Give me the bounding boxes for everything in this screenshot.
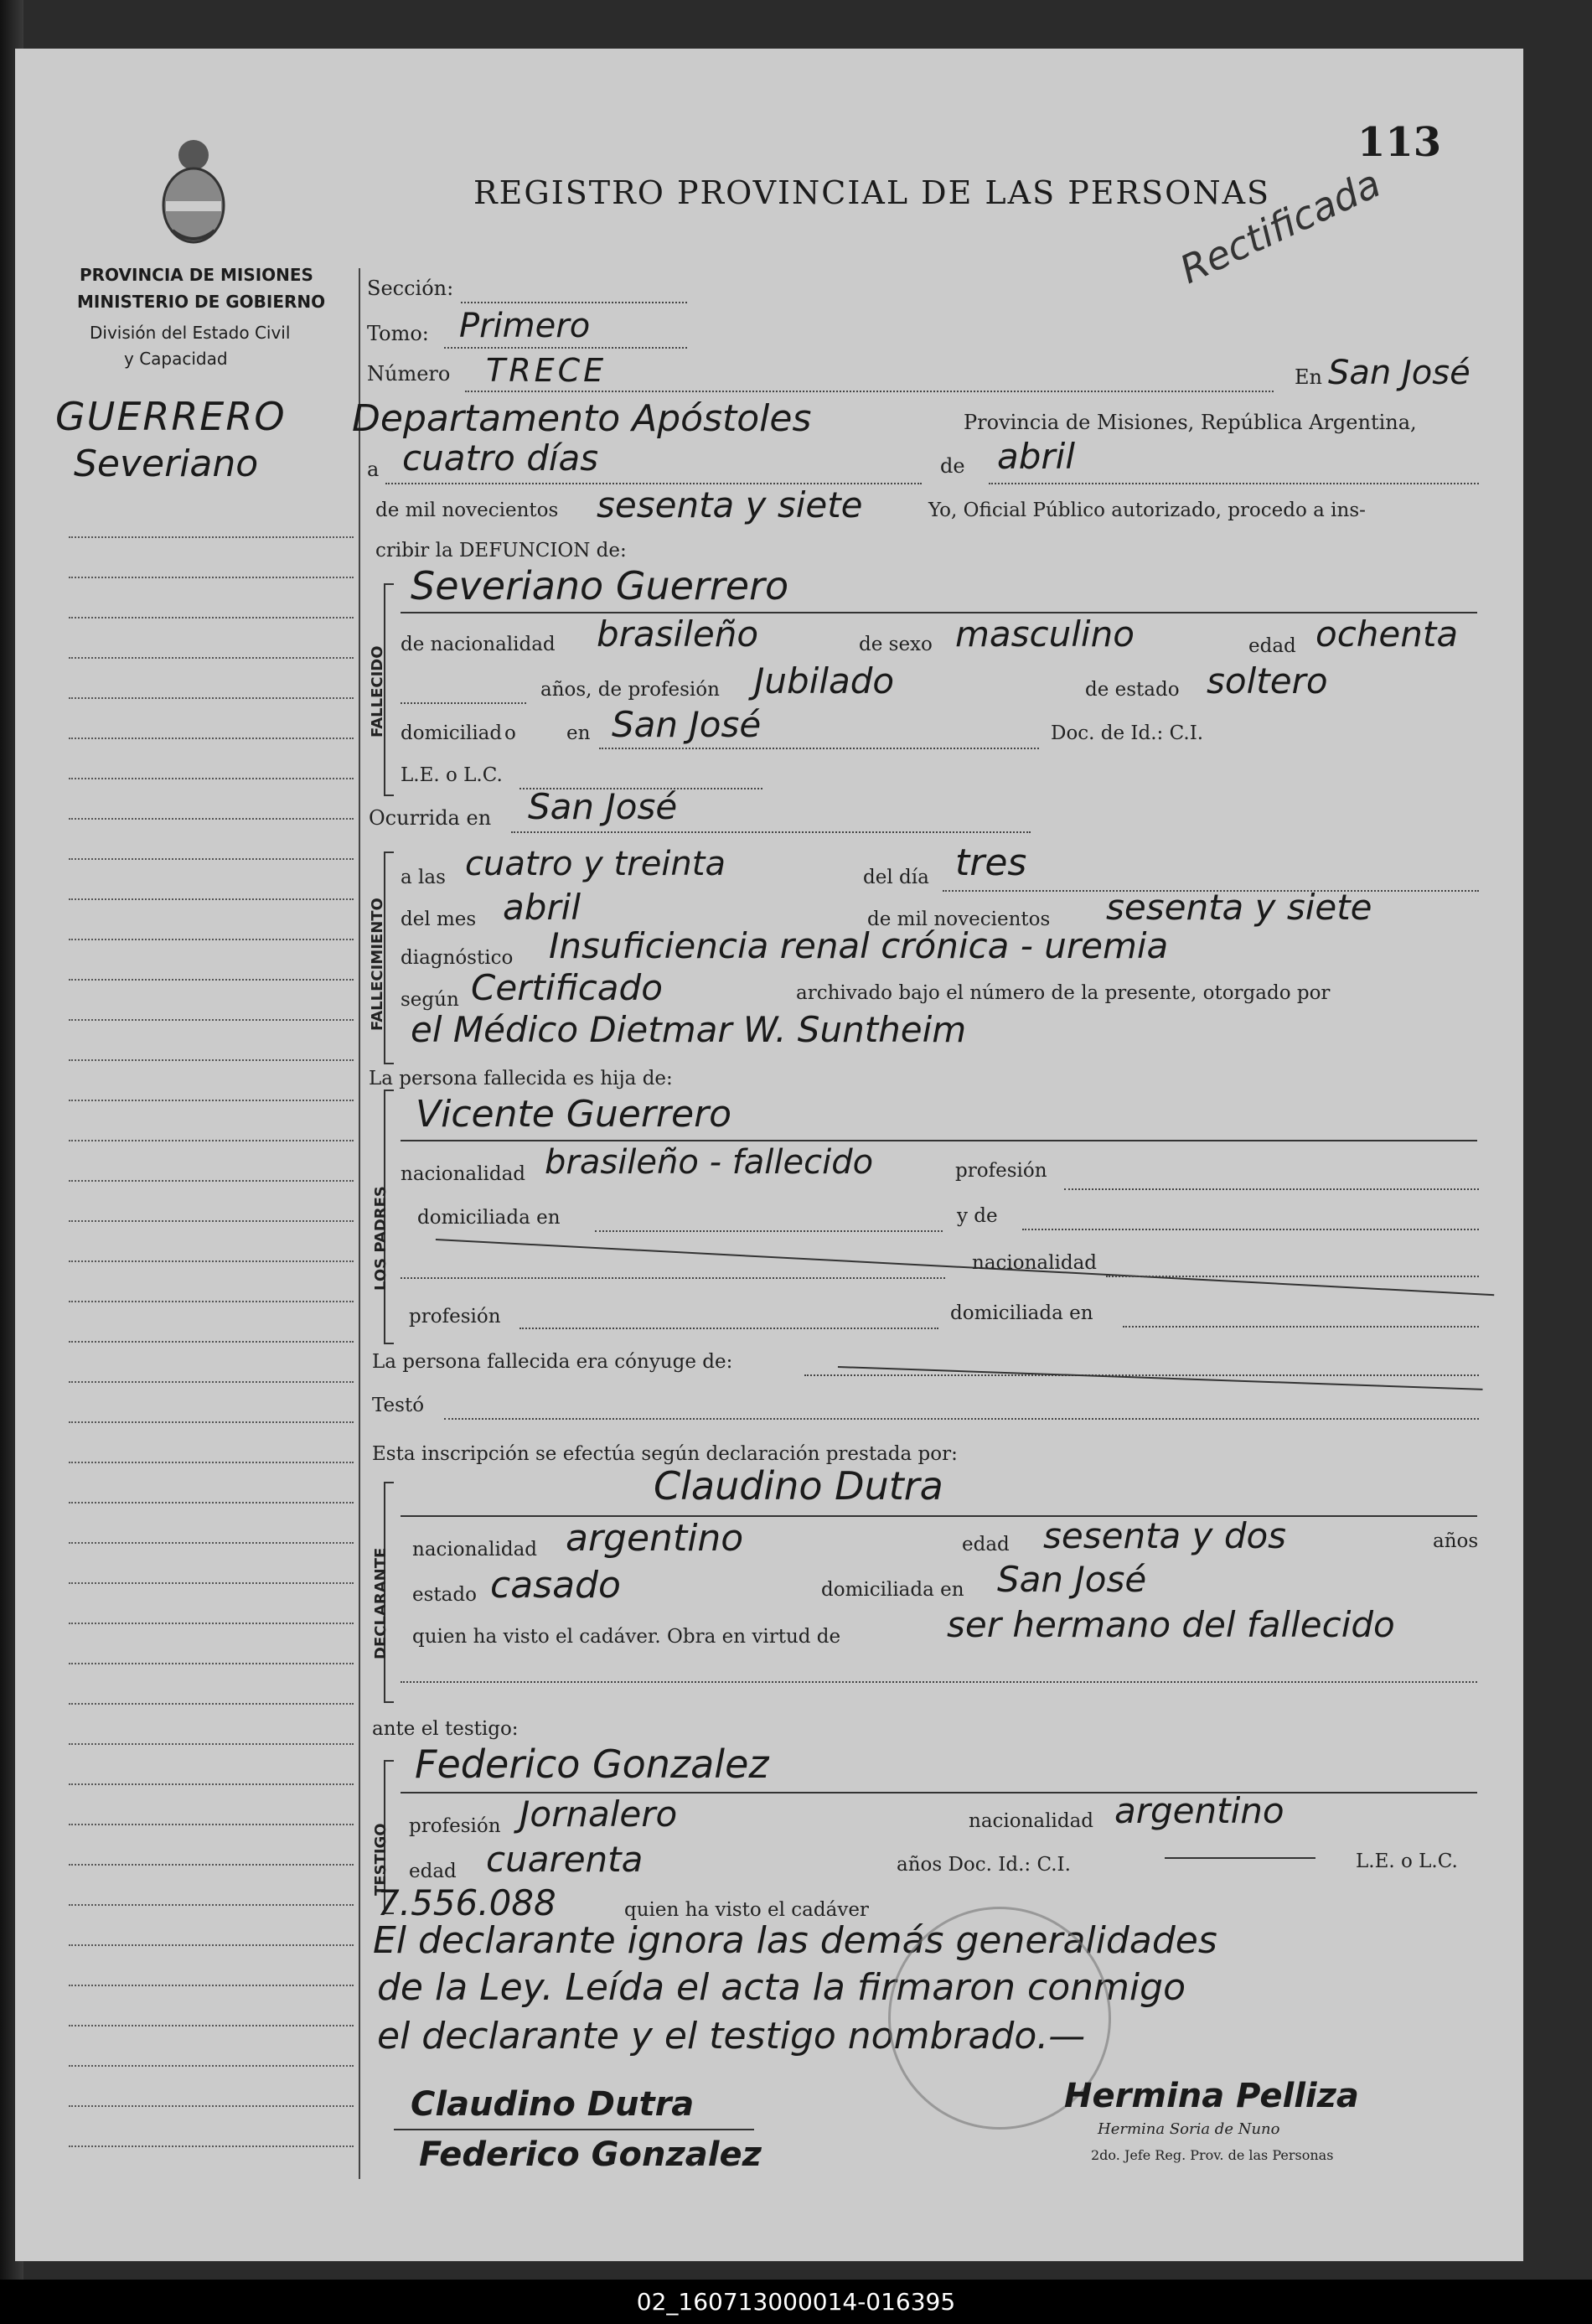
sello-line2: 2do. Jefe Reg. Prov. de las Personas bbox=[1091, 2147, 1334, 2163]
anio-value: sesenta y siete bbox=[597, 484, 863, 525]
departamento-value: Departamento Apóstoles bbox=[352, 397, 812, 440]
margin-line bbox=[69, 2065, 354, 2067]
margin-line bbox=[69, 617, 354, 619]
padres-nacionalidad2-label: nacionalidad bbox=[972, 1252, 1098, 1274]
padre-nombre: Vicente Guerrero bbox=[416, 1093, 732, 1136]
fallecido-edad-label: edad bbox=[1248, 635, 1296, 657]
declarante-anios-label: años bbox=[1433, 1530, 1479, 1552]
ocurrida-line bbox=[511, 831, 1031, 833]
testigo-intro: ante el testigo: bbox=[372, 1718, 519, 1740]
margin-line bbox=[69, 2105, 354, 2107]
firma-declarante: Claudino Dutra bbox=[411, 2085, 695, 2124]
margin-line bbox=[69, 1341, 354, 1343]
margin-line bbox=[69, 1824, 354, 1825]
margin-line bbox=[69, 2145, 354, 2147]
fallecido-le-label: L.E. o L.C. bbox=[401, 764, 503, 786]
padres-section-label: LOS PADRES bbox=[372, 1186, 390, 1291]
seccion-label: Sección: bbox=[367, 277, 454, 300]
rectified-stamp: Rectificada bbox=[1173, 160, 1388, 292]
fallecido-nacionalidad-label: de nacionalidad bbox=[401, 634, 556, 655]
declarante-section-label: DECLARANTE bbox=[372, 1547, 390, 1659]
declarante-estado: casado bbox=[490, 1564, 621, 1607]
ocurrida-lugar: San José bbox=[528, 786, 678, 827]
testigo-edad-label: edad bbox=[409, 1861, 457, 1882]
provincia-text: Provincia de Misiones, República Argentina, bbox=[964, 411, 1417, 434]
declarante-estado-label: estado bbox=[412, 1584, 477, 1606]
firma-oficial: Hermina Pelliza bbox=[1064, 2077, 1359, 2115]
fallecido-profesion: Jubilado bbox=[754, 660, 895, 701]
margin-divider bbox=[359, 268, 360, 2179]
sello-line1: Hermina Soria de Nuno bbox=[1098, 2120, 1280, 2138]
anio-label: de mil novecientos bbox=[375, 499, 559, 521]
margin-line bbox=[69, 657, 354, 659]
declarante-virtud: ser hermano del fallecido bbox=[947, 1604, 1395, 1645]
margin-line bbox=[69, 778, 354, 779]
margin-line bbox=[69, 1140, 354, 1141]
padres-domiciliada-line bbox=[595, 1230, 943, 1232]
tomo-value: Primero bbox=[459, 307, 591, 345]
de-label: de bbox=[940, 454, 965, 478]
padres-intro: La persona fallecida es hija de: bbox=[369, 1068, 673, 1090]
padres-nacionalidad-label: nacionalidad bbox=[401, 1163, 526, 1185]
padres-y-de-line bbox=[1022, 1229, 1479, 1230]
observaciones-line3: el declarante y el testigo nombrado.— bbox=[377, 2015, 1086, 2057]
testigo-nacionalidad: argentino bbox=[1114, 1790, 1284, 1831]
padres-domiciliada2-line bbox=[1123, 1326, 1479, 1328]
fallecido-anios-line bbox=[401, 702, 526, 704]
inscribir-text: cribir la DEFUNCION de: bbox=[375, 540, 627, 562]
margin-line bbox=[69, 536, 354, 538]
declarante-domicilio: San José bbox=[997, 1559, 1147, 1600]
padres-nacionalidad: brasileño - fallecido bbox=[545, 1143, 874, 1182]
fallecido-sexo-label: de sexo bbox=[859, 634, 933, 655]
margin-line bbox=[69, 1421, 354, 1423]
segun-value: Certificado bbox=[471, 967, 663, 1008]
padres-domiciliada2-label: domiciliada en bbox=[950, 1302, 1093, 1324]
ocurrida-label: Ocurrida en bbox=[369, 806, 492, 830]
margin-line bbox=[69, 577, 354, 578]
margin-line bbox=[69, 1703, 354, 1705]
testigo-profesion-label: profesión bbox=[409, 1815, 501, 1837]
segun-label: según bbox=[401, 989, 459, 1011]
padres-blank-line bbox=[401, 1277, 945, 1279]
fallecido-anios-label: años, de profesión bbox=[540, 679, 720, 701]
margin-line bbox=[69, 1904, 354, 1906]
office-line4: y Capacidad bbox=[124, 349, 228, 369]
fallecido-sexo: masculino bbox=[955, 613, 1135, 655]
fallecido-estado-label: de estado bbox=[1085, 679, 1180, 701]
a-label: a bbox=[367, 458, 380, 481]
firma-declarante-line bbox=[394, 2129, 754, 2130]
declarante-visto-label: quien ha visto el cadáver. Obra en virtud de bbox=[412, 1626, 841, 1648]
fallecido-nombre: Severiano Guerrero bbox=[411, 563, 789, 608]
testigo-section-label: TESTIGO bbox=[372, 1823, 390, 1896]
margin-line bbox=[69, 1462, 354, 1463]
declarante-domiciliada-label: domiciliada en bbox=[821, 1579, 964, 1601]
testigo-edad: cuarenta bbox=[486, 1839, 644, 1880]
margin-line bbox=[69, 1783, 354, 1785]
fallecido-nacionalidad: brasileño bbox=[597, 613, 759, 655]
margin-line bbox=[69, 1663, 354, 1664]
margin-line bbox=[69, 1301, 354, 1302]
margin-line bbox=[69, 1582, 354, 1584]
padres-domiciliada-label: domiciliada en bbox=[417, 1207, 561, 1229]
declarante-edad-label: edad bbox=[962, 1534, 1010, 1555]
testigo-doc-dash bbox=[1165, 1857, 1315, 1859]
conyuge-label: La persona fallecida era cónyuge de: bbox=[372, 1351, 733, 1373]
padres-profesion-line bbox=[1064, 1188, 1479, 1190]
padre-nombre-line bbox=[401, 1140, 1477, 1141]
testo-line bbox=[444, 1418, 1479, 1420]
declarante-nombre: Claudino Dutra bbox=[654, 1463, 943, 1509]
fallecido-en-label: en bbox=[566, 722, 591, 744]
margin-line bbox=[69, 1985, 354, 1986]
mes2-value: abril bbox=[503, 887, 581, 928]
declarante-intro: Esta inscripción se efectúa según declaración prestada por: bbox=[372, 1443, 958, 1465]
testo-label: Testó bbox=[372, 1395, 425, 1416]
coat-of-arms-icon bbox=[156, 134, 231, 247]
numero-line bbox=[465, 391, 1274, 392]
margin-line bbox=[69, 1220, 354, 1222]
padres-y-de-label: y de bbox=[957, 1205, 998, 1227]
office-line1: PROVINCIA DE MISIONES bbox=[80, 265, 313, 285]
testigo-nacionalidad-label: nacionalidad bbox=[969, 1810, 1094, 1832]
page-title: REGISTRO PROVINCIAL DE LAS PERSONAS bbox=[473, 174, 1271, 211]
dia-value: tres bbox=[955, 841, 1027, 884]
declarante-edad: sesenta y dos bbox=[1043, 1515, 1287, 1556]
margin-line bbox=[69, 697, 354, 699]
fallecido-doc-label: Doc. de Id.: C.I. bbox=[1051, 722, 1204, 744]
margin-line bbox=[69, 858, 354, 860]
testigo-le-label: L.E. o L.C. bbox=[1356, 1850, 1458, 1872]
declarante-nacionalidad-label: nacionalidad bbox=[412, 1539, 538, 1561]
padres-profesion-label: profesión bbox=[955, 1160, 1047, 1182]
en-value: San José bbox=[1328, 354, 1471, 392]
testigo-visto-label: quien ha visto el cadáver bbox=[624, 1899, 869, 1921]
mes-value: abril bbox=[997, 436, 1076, 477]
margin-line bbox=[69, 1100, 354, 1101]
anio2-value: sesenta y siete bbox=[1106, 887, 1372, 928]
margin-line bbox=[69, 2025, 354, 2026]
testigo-anios-label: años Doc. Id.: C.I. bbox=[897, 1854, 1071, 1876]
office-line3: División del Estado Civil bbox=[90, 323, 291, 343]
office-line2: MINISTERIO DE GOBIERNO bbox=[77, 292, 326, 312]
margin-line bbox=[69, 1944, 354, 1946]
margin-line bbox=[69, 1502, 354, 1504]
margin-line bbox=[69, 1260, 354, 1262]
diagnostico-value: Insuficiencia renal crónica - uremia bbox=[549, 925, 1169, 966]
padres-profesion2-line bbox=[519, 1328, 938, 1329]
margin-line bbox=[69, 818, 354, 820]
declarante-extra-line bbox=[401, 1681, 1477, 1683]
seccion-line bbox=[461, 302, 687, 303]
margin-surname: GUERRERO bbox=[55, 394, 287, 439]
tomo-line bbox=[444, 347, 687, 349]
margin-line bbox=[69, 1019, 354, 1021]
diagnostico-label: diagnóstico bbox=[401, 947, 514, 969]
fallecido-domicilio-suffix: o bbox=[504, 722, 516, 744]
firma-testigo: Federico Gonzalez bbox=[419, 2135, 762, 2174]
margin-line bbox=[69, 1743, 354, 1745]
fallecido-estado: soltero bbox=[1207, 660, 1328, 701]
tomo-label: Tomo: bbox=[367, 322, 429, 345]
testigo-nombre: Federico Gonzalez bbox=[415, 1742, 769, 1787]
margin-line bbox=[69, 898, 354, 900]
margin-line bbox=[69, 1059, 354, 1061]
fallecido-domicilio-label: domiciliad bbox=[401, 722, 503, 744]
fallecido-section-label: FALLECIDO bbox=[369, 645, 386, 738]
margin-line bbox=[69, 1180, 354, 1182]
declarante-nacionalidad: argentino bbox=[566, 1517, 744, 1560]
testigo-documento: 7.556.088 bbox=[377, 1882, 556, 1923]
numero-value: TRECE bbox=[486, 352, 607, 389]
margin-line bbox=[69, 738, 354, 739]
declarante-nombre-line bbox=[401, 1515, 1477, 1517]
dias-value: cuatro días bbox=[402, 437, 599, 479]
hora-label: a las bbox=[401, 867, 446, 888]
testigo-profesion: Jornalero bbox=[519, 1793, 678, 1835]
mes2-label: del mes bbox=[401, 908, 477, 930]
footer-image-id: 02_160713000014-016395 bbox=[0, 2280, 1592, 2324]
dia-label: del día bbox=[863, 867, 929, 888]
en-label: En bbox=[1295, 365, 1322, 389]
page-number: 113 bbox=[1357, 119, 1442, 166]
fallecido-domicilio: San José bbox=[612, 704, 762, 745]
mes-line bbox=[989, 483, 1479, 484]
margin-line bbox=[69, 1542, 354, 1544]
fallecido-domicilio-line bbox=[599, 748, 1039, 749]
yo-text: Yo, Oficial Público autorizado, procedo a ins- bbox=[928, 499, 1366, 521]
fallecimiento-section-label: FALLECIMIENTO bbox=[369, 898, 386, 1031]
margin-line bbox=[69, 1864, 354, 1866]
medico-value: el Médico Dietmar W. Suntheim bbox=[411, 1009, 967, 1050]
margin-line bbox=[69, 979, 354, 981]
anio2-label: de mil novecientos bbox=[867, 908, 1051, 930]
archivado-text: archivado bajo el número de la presente, otorgado por bbox=[796, 982, 1331, 1004]
margin-line bbox=[69, 1623, 354, 1624]
padres-nacionalidad2-line bbox=[1106, 1276, 1479, 1277]
observaciones-line2: de la Ley. Leída el acta la firmaron conmigo bbox=[377, 1966, 1186, 2009]
observaciones-line1: El declarante ignora las demás generalidades bbox=[373, 1919, 1217, 1962]
fallecido-edad: ochenta bbox=[1315, 613, 1459, 655]
numero-label: Número bbox=[367, 362, 451, 386]
margin-line bbox=[69, 939, 354, 940]
hora-value: cuatro y treinta bbox=[465, 845, 726, 883]
margin-line bbox=[69, 1381, 354, 1383]
margin-given-name: Severiano bbox=[74, 443, 259, 485]
padres-profesion2-label: profesión bbox=[409, 1306, 501, 1328]
